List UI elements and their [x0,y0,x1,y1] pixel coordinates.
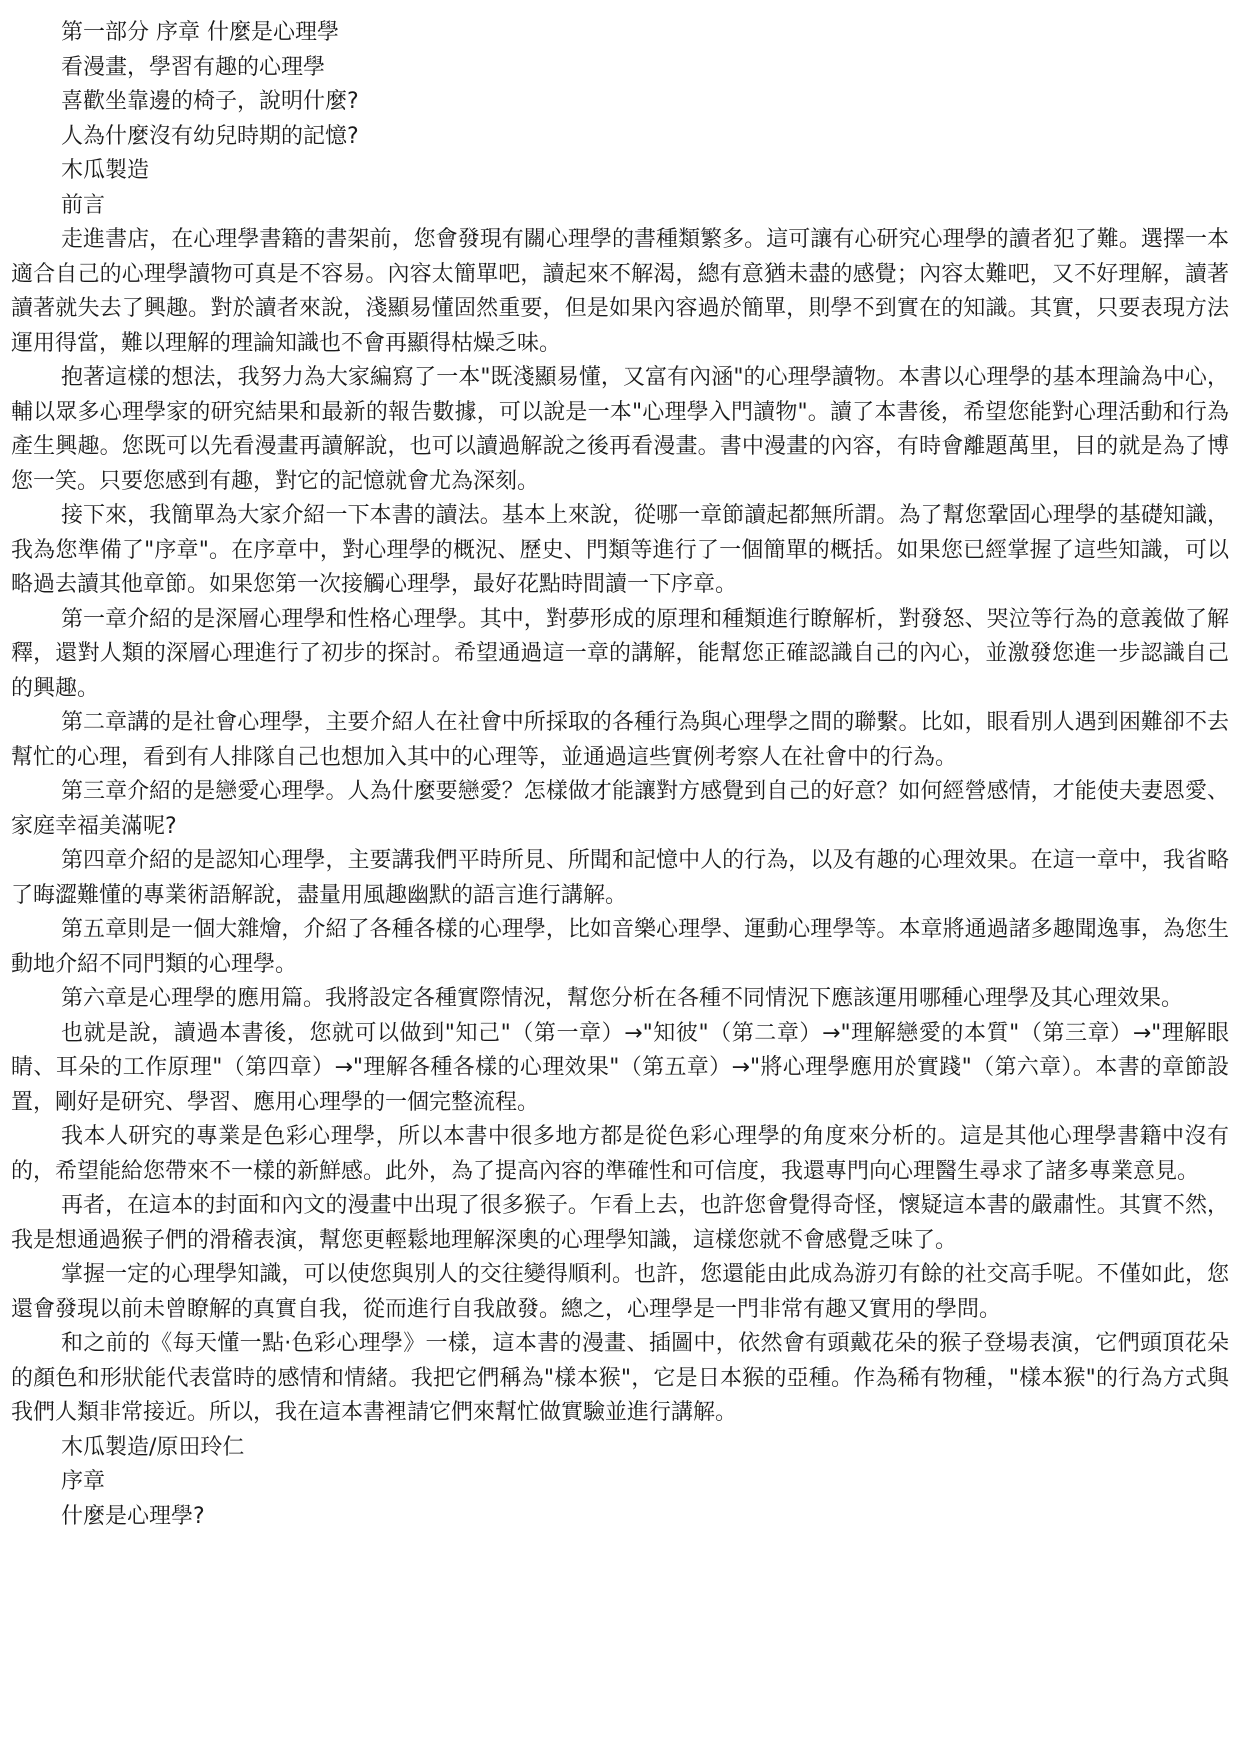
prologue-heading: 序章 [61,1469,106,1494]
author-credit: 木瓜製造/原田玲仁 [61,1434,245,1460]
paragraph: 我本人研究的專業是色彩心理學，所以本書中很多地方都是從色彩心理學的角度來分析的。這是其他心理學書籍中沒有的，希望能給您帶來不一樣的新鮮感。此外，為了提高內容的準確性和可信度，我還專門向心理醫生尋求了諸多專業意見。 [11,1124,1229,1184]
prologue-title: 什麼是心理學? [61,1503,205,1529]
subheading-memory: 人為什麼沒有幼兒時期的記憶? [61,123,359,149]
preface-heading: 前言 [61,192,106,218]
publisher-line: 木瓜製造 [61,158,150,183]
paragraph: 走進書店，在心理學書籍的書架前，您會發現有關心理學的書種類繁多。這可讓有心研究心理學的讀者犯了難。選擇一本適合自己的心理學讀物可真是不容易。內容太簡單吧，讀起來不解渴，總有意猶未盡的感覺；內容太難吧，又不好理解，讀著讀著就失去了興趣。對於讀者來說，淺顯易懂固然重要，但是如果內容過於簡單，則學不到實在的知識。其實，只要表現方法運用得當，難以理解的理論知識也不會再顯得枯燥乏味。 [11,227,1229,356]
paragraph: 第三章介紹的是戀愛心理學。人為什麼要戀愛？怎樣做才能讓對方感覺到自己的好意？如何經營感情，才能使夫妻恩愛、家庭幸福美滿呢? [11,779,1229,839]
part-heading: 第一部分 序章 什麼是心理學 [61,20,339,45]
paragraph: 第四章介紹的是認知心理學，主要講我們平時所見、所聞和記憶中人的行為，以及有趣的心理效果。在這一章中，我省略了晦澀難懂的專業術語解說，盡量用風趣幽默的語言進行講解。 [11,848,1229,908]
subheading-manga: 看漫畫，學習有趣的心理學 [61,54,326,80]
paragraph: 抱著這樣的想法，我努力為大家編寫了一本"既淺顯易懂，又富有內涵"的心理學讀物。本書以心理學的基本理論為中心，輔以眾多心理學家的研究結果和最新的報告數據，可以說是一本"心理學入門讀物"。讀了本書後，希望您能對心理活動和行為產生興趣。您既可以先看漫畫再讀解說，也可以讀過解說之後再看漫畫。書中漫畫的內容，有時會離題萬里，目的就是為了博您一笑。只要您感到有趣，對它的記憶就會尤為深刻。 [11,365,1229,494]
paragraph: 也就是說，讀過本書後，您就可以做到"知己"（第一章）→"知彼"（第二章）→"理解戀愛的本質"（第三章）→"理解眼睛、耳朵的工作原理"（第四章）→"理解各種各樣的心理效果"（第五章）→"將心理學應用於實踐"（第六章）。本書的章節設置，剛好是研究、學習、應用心理學的一個完整流程。 [11,1020,1229,1115]
paragraph: 和之前的《每天懂一點·色彩心理學》一樣，這本書的漫畫、插圖中，依然會有頭戴花朵的猴子登場表演，它們頭頂花朵的顏色和形狀能代表當時的感情和情緒。我把它們稱為"樣本猴"，它是日本猴的亞種。作為稀有物種，"樣本猴"的行為方式與我們人類非常接近。所以，我在這本書裡請它們來幫忙做實驗並進行講解。 [11,1331,1229,1425]
paragraph: 再者，在這本的封面和內文的漫畫中出現了很多猴子。乍看上去，也許您會覺得奇怪，懷疑這本書的嚴肅性。其實不然，我是想通過猴子們的滑稽表演，幫您更輕鬆地理解深奧的心理學知識，這樣您就不會感覺乏味了。 [11,1193,1229,1253]
subheading-chair: 喜歡坐靠邊的椅子，說明什麼? [61,89,359,114]
paragraph: 掌握一定的心理學知識，可以使您與別人的交往變得順利。也許，您還能由此成為游刃有餘的社交高手呢。不僅如此，您還會發現以前未曾瞭解的真實自我，從而進行自我啟發。總之，心理學是一門非常有趣又實用的學問。 [11,1262,1229,1322]
paragraph: 第六章是心理學的應用篇。我將設定各種實際情況，幫您分析在各種不同情況下應該運用哪種心理學及其心理效果。 [61,986,1184,1011]
paragraph: 第二章講的是社會心理學，主要介紹人在社會中所採取的各種行為與心理學之間的聯繫。比如，眼看別人遇到困難卻不去幫忙的心理，看到有人排隊自己也想加入其中的心理等，並通過這些實例考察人在社會中的行為。 [11,710,1229,770]
paragraph: 第一章介紹的是深層心理學和性格心理學。其中，對夢形成的原理和種類進行瞭解析，對發怒、哭泣等行為的意義做了解釋，還對人類的深層心理進行了初步的探討。希望通過這一章的講解，能幫您正確認識自己的內心，並激發您進一步認識自己的興趣。 [11,606,1229,701]
paragraph: 接下來，我簡單為大家介紹一下本書的讀法。基本上來說，從哪一章節讀起都無所謂。為了幫您鞏固心理學的基礎知識，我為您準備了"序章"。在序章中，對心理學的概況、歷史、門類等進行了一個簡單的概括。如果您已經掌握了這些知識，可以略過去讀其他章節。如果您第一次接觸心理學，最好花點時間讀一下序章。 [11,503,1229,597]
document-page [11,16,1229,1534]
paragraph: 第五章則是一個大雜燴，介紹了各種各樣的心理學，比如音樂心理學、運動心理學等。本章將通過諸多趣聞逸事，為您生動地介紹不同門類的心理學。 [11,917,1229,977]
